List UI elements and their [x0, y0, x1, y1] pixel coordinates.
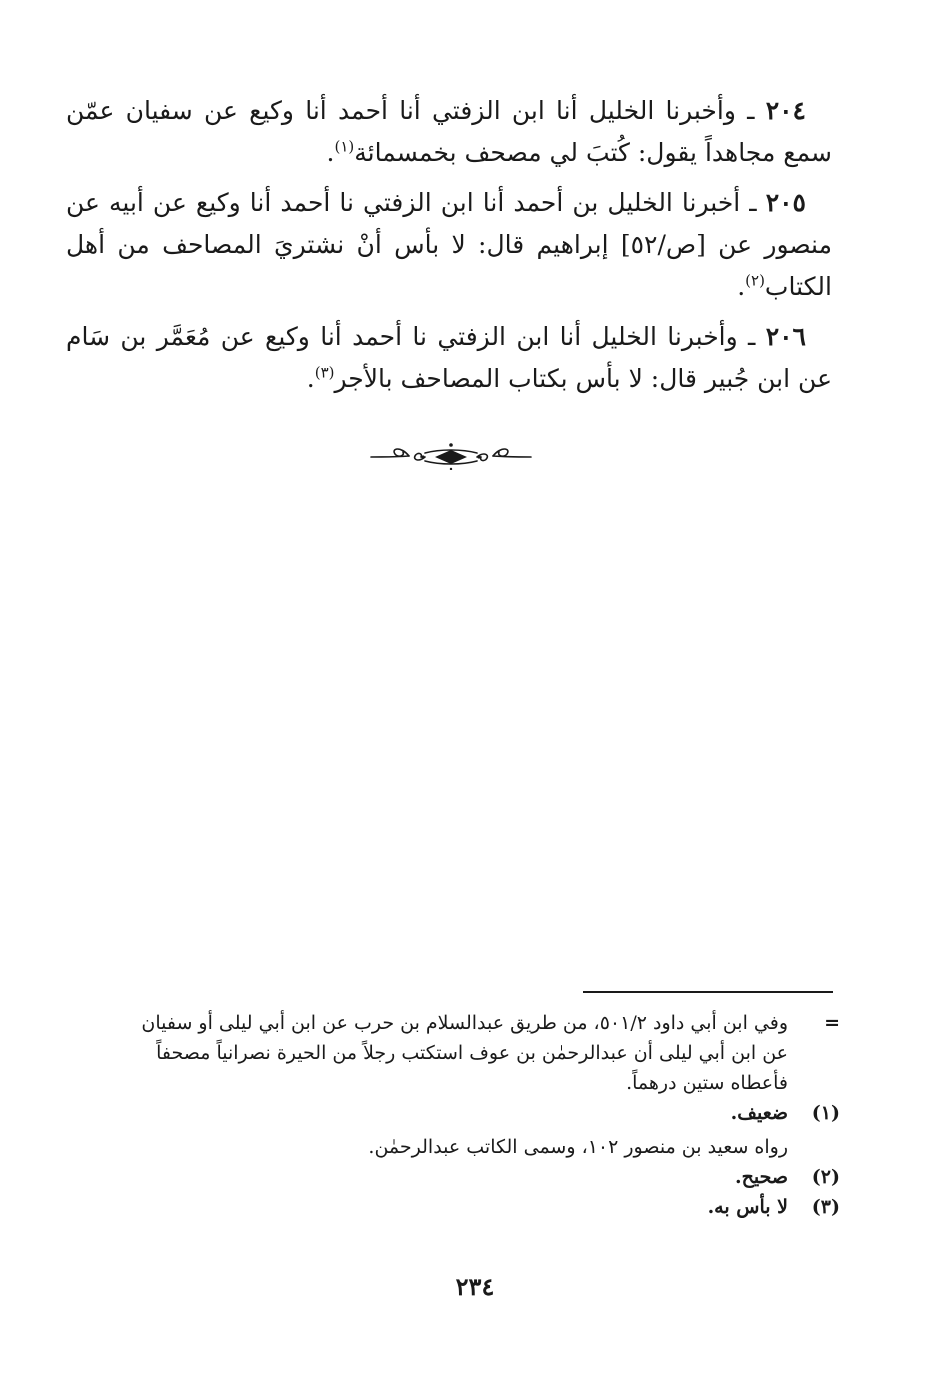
floral-divider-icon — [365, 440, 537, 470]
hadith-number: ٢٠٤ — [765, 96, 806, 125]
hadith-205 — [66, 182, 832, 308]
page-number: ٢٣٤ — [455, 1272, 495, 1301]
hadith-text: ـ وأخبرنا الخليل أنا ابن الزفتي نا أحمد أنا وكيع عن مُعَمَّر بن سَام عن ابن جُبير قال: لا بأس بكتاب المصاحف بالأجر — [66, 322, 832, 393]
footnote-reference[interactable]: (٣) — [314, 363, 335, 382]
footnote-marker: (١) — [811, 1102, 840, 1124]
footnote-text: وفي ابن أبي داود ٥٠١/٢، من طريق عبدالسلام بن حرب عن ابن أبي ليلى أو سفيان — [141, 1012, 788, 1034]
hadith-206 — [66, 316, 832, 400]
footnote-reference[interactable]: (٢) — [745, 271, 765, 290]
footnote-1 — [78, 1098, 840, 1128]
hadith-number: ٢٠٦ — [765, 322, 806, 351]
footnote-marker: (٣) — [811, 1196, 840, 1218]
footnote-reference[interactable]: (١) — [334, 137, 355, 156]
sentence-end: . — [306, 364, 315, 393]
footnote-grade: ضعيف. — [730, 1102, 788, 1124]
hadith-text: ـ أخبرنا الخليل بن أحمد أنا ابن الزفتي نا أحمد أنا وكيع عن أبيه عن منصور عن [ص/٥٢] إبراهيم قال: لا بأس أنْ نشتريَ المصاحف من أهل الكتاب — [66, 188, 832, 301]
footnote-grade: لا بأس به. — [707, 1196, 788, 1218]
footnote-2 — [78, 1162, 840, 1192]
footnote-grade: صحيح. — [734, 1166, 788, 1188]
hadith-text: ـ وأخبرنا الخليل أنا ابن الزفتي أنا أحمد أنا وكيع عن سفيان عمّن سمع مجاهداً يقول: كُتبَ لي مصحف بخمسمائة — [66, 96, 832, 167]
hadith-number: ٢٠٥ — [765, 188, 806, 217]
footnote-separator — [583, 991, 833, 993]
footnote-marker: (٢) — [811, 1166, 840, 1188]
main-text — [66, 90, 832, 408]
footnote-detail: رواه سعيد بن منصور ١٠٢، وسمى الكاتب عبدالرحمٰن. — [368, 1136, 788, 1158]
footnote-continuation — [78, 1008, 840, 1038]
footnote-text: فأعطاه ستين درهماً. — [626, 1072, 788, 1094]
sentence-end: . — [326, 138, 335, 167]
continuation-marker: = — [824, 1012, 840, 1034]
footnote-3 — [78, 1192, 840, 1222]
footnotes — [78, 1008, 840, 1222]
sentence-end: . — [737, 272, 746, 301]
hadith-204 — [66, 90, 832, 174]
footnote-text: عن ابن أبي ليلى أن عبدالرحمٰن بن عوف استكتب رجلاً من الحيرة نصرانياً مصحفاً — [156, 1042, 788, 1064]
